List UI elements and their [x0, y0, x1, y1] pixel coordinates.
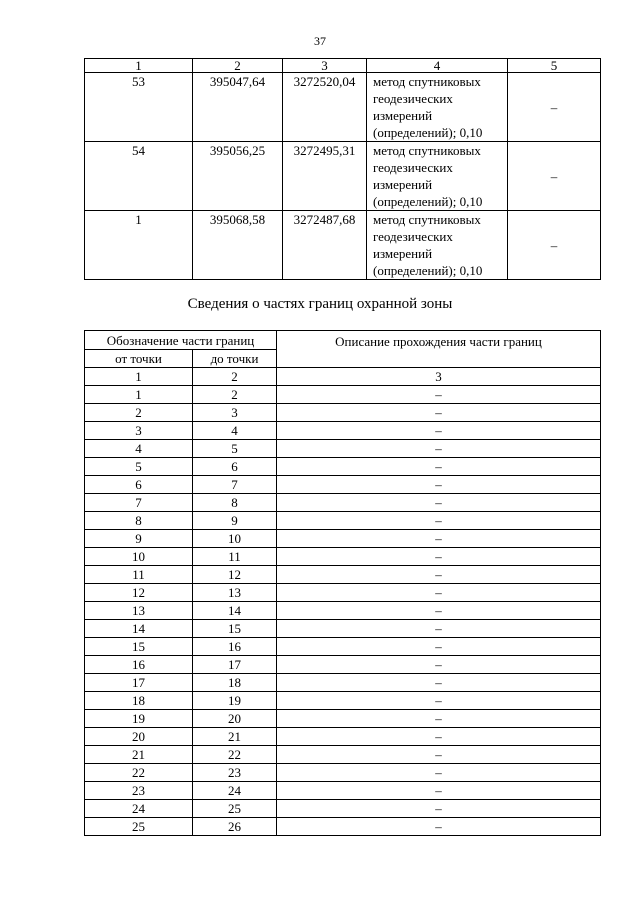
table-row [85, 386, 601, 404]
to-point: 20 [193, 710, 277, 728]
part-description: – [277, 512, 601, 530]
from-point: 4 [85, 440, 193, 458]
part-description: – [277, 818, 601, 836]
part-description: – [277, 728, 601, 746]
coord-x: 395047,64 [193, 73, 283, 142]
method-description: метод спутниковых геодезических измерений (определений); 0,10 [367, 73, 508, 142]
to-point: 25 [193, 800, 277, 818]
table-row [85, 476, 601, 494]
method-description: метод спутниковых геодезических измерений (определений); 0,10 [367, 211, 508, 280]
table-row [85, 494, 601, 512]
coords-header-cell: 2 [193, 59, 283, 73]
part-description: – [277, 692, 601, 710]
to-point: 8 [193, 494, 277, 512]
to-point: 22 [193, 746, 277, 764]
from-point: 13 [85, 602, 193, 620]
method-description: метод спутниковых геодезических измерений (определений); 0,10 [367, 142, 508, 211]
table-row [85, 782, 601, 800]
part-description: – [277, 674, 601, 692]
table-row [85, 584, 601, 602]
table-row [85, 530, 601, 548]
description-header: Описание прохождения части границ [277, 331, 601, 368]
number-cell: 2 [193, 368, 277, 386]
coord-y: 3272495,31 [283, 142, 367, 211]
to-point: 26 [193, 818, 277, 836]
from-point: 19 [85, 710, 193, 728]
to-point: 17 [193, 656, 277, 674]
part-description: – [277, 782, 601, 800]
coords-header-cell: 4 [367, 59, 508, 73]
boundary-parts-table [84, 330, 601, 836]
coord-y: 3272520,04 [283, 73, 367, 142]
table-row [85, 512, 601, 530]
part-description: – [277, 566, 601, 584]
col5-value: – [508, 142, 601, 211]
part-description: – [277, 404, 601, 422]
table-row [85, 746, 601, 764]
section-title: Сведения о частях границ охранной зоны [187, 296, 453, 312]
from-point: 15 [85, 638, 193, 656]
number-cell: 3 [277, 368, 601, 386]
to-point: 24 [193, 782, 277, 800]
to-point: 13 [193, 584, 277, 602]
table-row [85, 710, 601, 728]
from-point: 11 [85, 566, 193, 584]
to-point: 19 [193, 692, 277, 710]
from-point: 21 [85, 746, 193, 764]
from-point: 18 [85, 692, 193, 710]
coords-header-cell: 1 [85, 59, 193, 73]
part-description: – [277, 584, 601, 602]
part-description: – [277, 458, 601, 476]
point-number: 54 [85, 142, 193, 211]
coord-y: 3272487,68 [283, 211, 367, 280]
from-point: 12 [85, 584, 193, 602]
table-row [85, 620, 601, 638]
to-point: 21 [193, 728, 277, 746]
part-description: – [277, 530, 601, 548]
table-row [85, 440, 601, 458]
point-number: 53 [85, 73, 193, 142]
part-description: – [277, 746, 601, 764]
parts-header-row [85, 331, 601, 350]
col5-value: – [508, 73, 601, 142]
part-description: – [277, 548, 601, 566]
table-row [85, 458, 601, 476]
to-point: 10 [193, 530, 277, 548]
parts-body [85, 386, 601, 836]
part-description: – [277, 710, 601, 728]
from-point: 17 [85, 674, 193, 692]
to-point: 5 [193, 440, 277, 458]
table-row [85, 656, 601, 674]
to-point: 4 [193, 422, 277, 440]
table-row [85, 73, 601, 142]
part-description: – [277, 764, 601, 782]
part-description: – [277, 386, 601, 404]
part-description: – [277, 800, 601, 818]
coords-header-cell: 3 [283, 59, 367, 73]
part-description: – [277, 422, 601, 440]
parts-number-row [85, 368, 601, 386]
page-number: 37 [314, 34, 326, 48]
to-point: 3 [193, 404, 277, 422]
to-point: 2 [193, 386, 277, 404]
to-point: 18 [193, 674, 277, 692]
from-point: 3 [85, 422, 193, 440]
table-row [85, 211, 601, 280]
from-point: 25 [85, 818, 193, 836]
to-point: 12 [193, 566, 277, 584]
from-point: 16 [85, 656, 193, 674]
from-point: 22 [85, 764, 193, 782]
table-row [85, 422, 601, 440]
to-point: 14 [193, 602, 277, 620]
from-point: 8 [85, 512, 193, 530]
part-description: – [277, 620, 601, 638]
part-description: – [277, 638, 601, 656]
table-row [85, 764, 601, 782]
table-row [85, 548, 601, 566]
coord-x: 395056,25 [193, 142, 283, 211]
from-point: 5 [85, 458, 193, 476]
number-cell: 1 [85, 368, 193, 386]
to-point: 15 [193, 620, 277, 638]
from-point: 23 [85, 782, 193, 800]
from-header: от точки [85, 350, 193, 368]
from-point: 24 [85, 800, 193, 818]
to-point: 7 [193, 476, 277, 494]
part-description: – [277, 602, 601, 620]
group-header: Обозначение части границ [85, 331, 277, 350]
part-description: – [277, 494, 601, 512]
to-point: 16 [193, 638, 277, 656]
from-point: 9 [85, 530, 193, 548]
part-description: – [277, 476, 601, 494]
coords-header-cell: 5 [508, 59, 601, 73]
from-point: 7 [85, 494, 193, 512]
table-row [85, 142, 601, 211]
from-point: 10 [85, 548, 193, 566]
table-row [85, 728, 601, 746]
from-point: 6 [85, 476, 193, 494]
coord-x: 395068,58 [193, 211, 283, 280]
from-point: 20 [85, 728, 193, 746]
to-point: 11 [193, 548, 277, 566]
part-description: – [277, 440, 601, 458]
coordinates-table [84, 58, 601, 280]
coords-header-row [85, 59, 601, 73]
table-row [85, 404, 601, 422]
part-description: – [277, 656, 601, 674]
table-row [85, 818, 601, 836]
to-point: 9 [193, 512, 277, 530]
table-row [85, 566, 601, 584]
table-row [85, 602, 601, 620]
from-point: 14 [85, 620, 193, 638]
from-point: 2 [85, 404, 193, 422]
from-point: 1 [85, 386, 193, 404]
point-number: 1 [85, 211, 193, 280]
table-row [85, 800, 601, 818]
to-header: до точки [193, 350, 277, 368]
to-point: 23 [193, 764, 277, 782]
col5-value: – [508, 211, 601, 280]
to-point: 6 [193, 458, 277, 476]
table-row [85, 674, 601, 692]
table-row [85, 692, 601, 710]
table-row [85, 638, 601, 656]
